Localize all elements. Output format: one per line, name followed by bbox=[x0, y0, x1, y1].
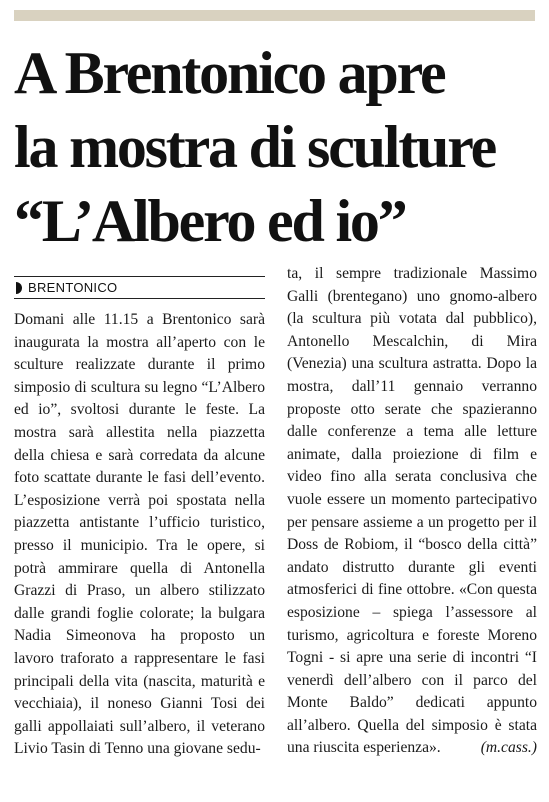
article-text-right bbox=[287, 263, 537, 760]
author-signature: (m.cass.) bbox=[480, 739, 537, 757]
section-kicker bbox=[14, 276, 265, 299]
article-column-right bbox=[287, 263, 537, 760]
kicker-label: BRENTONICO bbox=[28, 280, 118, 295]
headline bbox=[14, 36, 539, 258]
headline-line-2: la mostra di sculture bbox=[14, 114, 495, 180]
headline-line-3: “L’Albero ed io” bbox=[14, 188, 406, 254]
article-column-left bbox=[14, 309, 265, 761]
kicker-marker-icon bbox=[16, 282, 22, 294]
headline-line-1: A Brentonico apre bbox=[14, 40, 445, 106]
article-text-left: Domani alle 11.15 a Brentonico sarà inaugurata la mostra all’aperto con le sculture realizzate durante il primo simposio di scultura su legno “L’Albero ed io”, svoltosi durante le feste. La mostra sarà allestita nella piazzetta della chiesa e sarà corredata da alcune foto scattate durante le fasi dell’evento. L’esposizione verrà poi spostata nella piazzetta antistante l’ufficio turistico, presso il municipio. Tra le opere, si potrà ammirare quella di Antonella Grazzi di Praso, un albero stilizzato dalle grandi foglie colorate; la bulgara Nadia Simeonova ha proposto un lavoro traforato a rappresentare le fasi principali della vita (nascita, maturità e vecchiaia), il noneso Gianni Tosi dei galli appollaiati sull’albero, il veterano Livio Tasin di Tenno una giovane sedu- bbox=[14, 311, 265, 758]
top-rule bbox=[14, 10, 535, 21]
article-text-right-body: ta, il sempre tradizionale Massimo Galli (brentegano) uno gnomo-albero (la scultura più votata dal pubblico), Antonello Mescalchin, di Mira (Venezia) una scultura astratta. Dopo la mostra, dall’11 gennaio verranno proposte otto serate che spazieranno dalle conferenze a tema alle letture animate, dalla proiezione di film e video fino alla serata conclusiva che vuole essere un momento partecipativo per pensare assieme a un progetto per il Doss de Robiom, il “bosco della città” andato distrutto durante gli eventi atmosferici di fine ottobre. «Con questa esposizione – spiega l’assessore al turismo, agricoltura e foreste Moreno Togni - si apre una serie di incontri “I venerdì dell’albero con il parco del Monte Baldo” dedicati appunto all’albero. Quella del simposio è stata una riuscita esperienza». bbox=[287, 265, 537, 757]
